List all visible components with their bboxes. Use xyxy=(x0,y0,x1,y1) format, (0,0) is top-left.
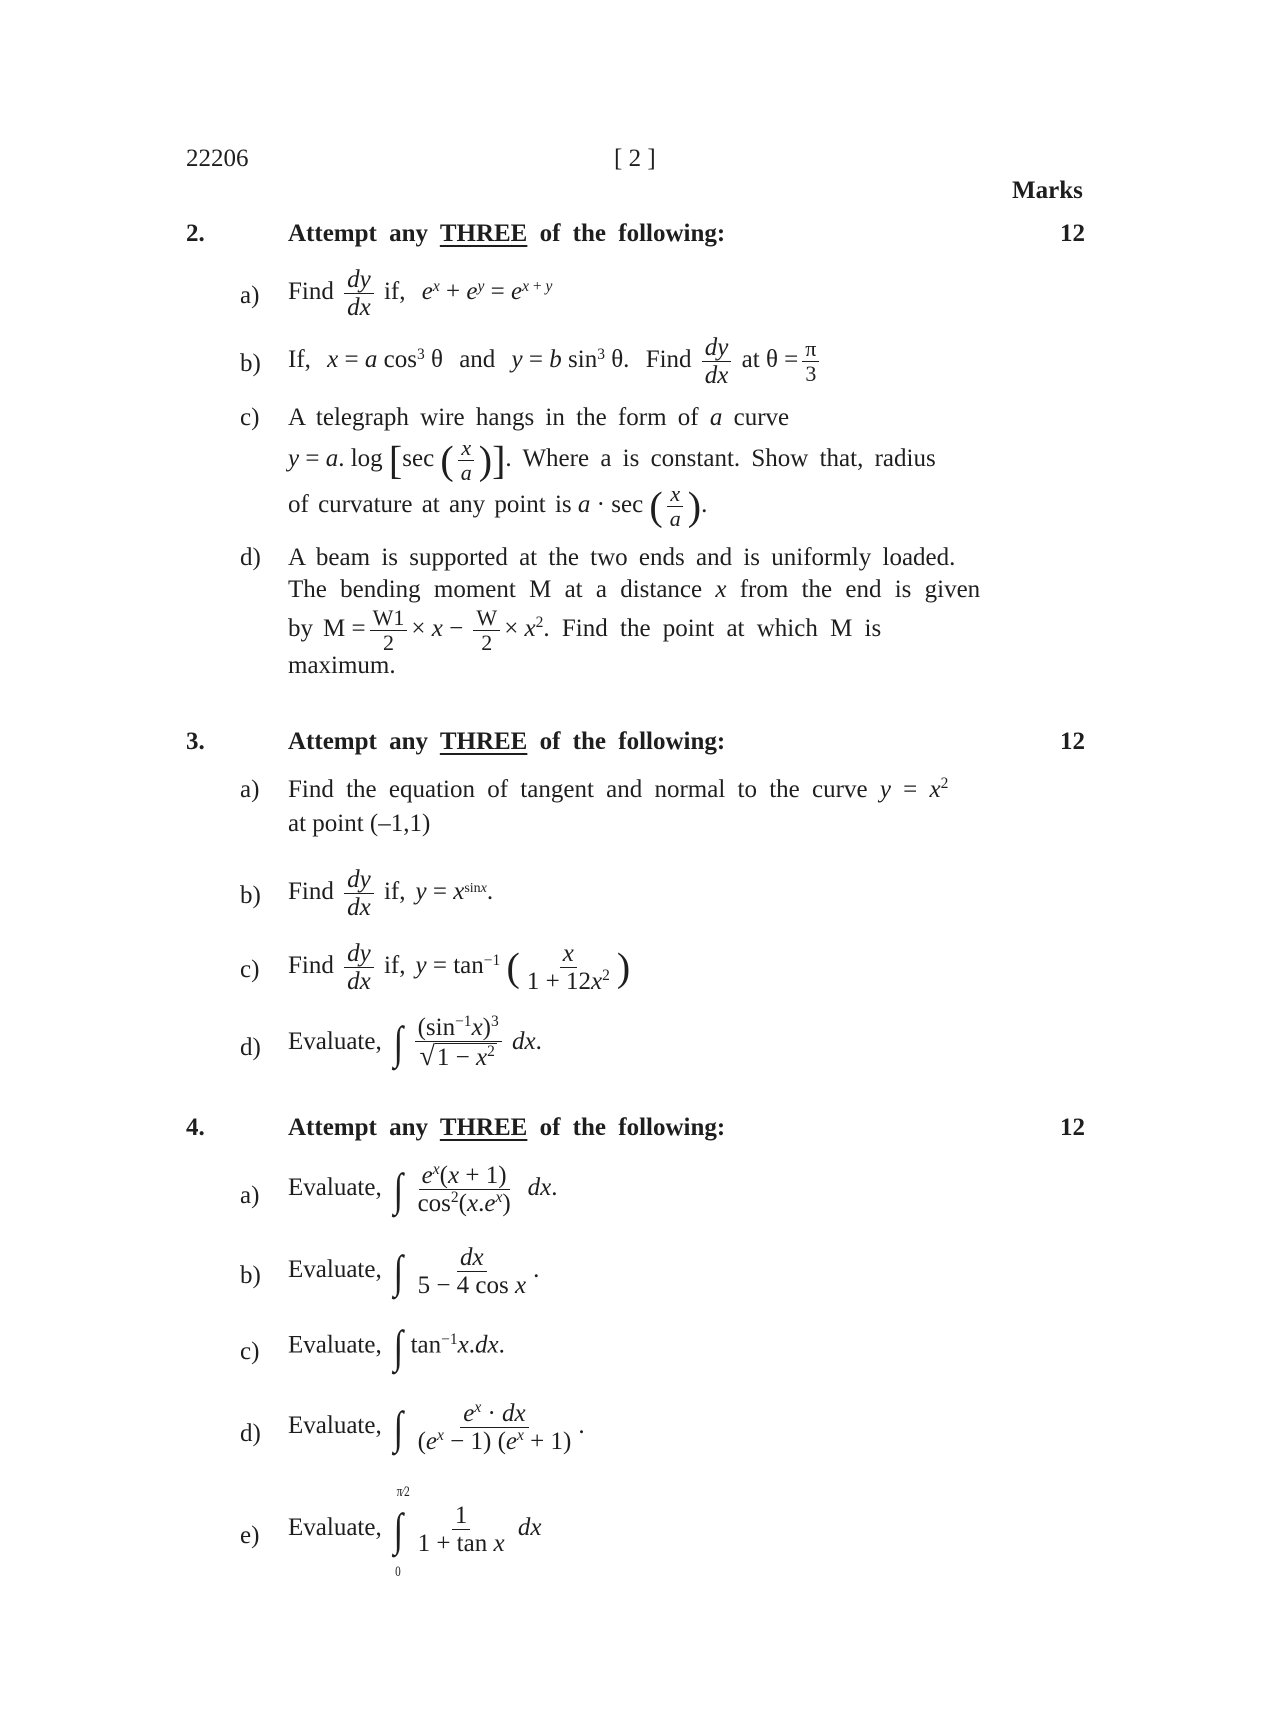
q2-instruction: Attempt any THREE of the following: xyxy=(288,220,726,247)
q4-marks: 12 xyxy=(1060,1114,1085,1141)
q2d-line4: maximum. xyxy=(288,652,396,679)
q3c-label: c) xyxy=(240,956,260,983)
q4e-label: e) xyxy=(240,1522,260,1549)
q2d-line1: A beam is supported at the two ends and is uniformly loaded. xyxy=(288,544,956,571)
q4c-label: c) xyxy=(240,1338,260,1365)
q3a-label: a) xyxy=(240,776,260,803)
q2b-label: b) xyxy=(240,350,261,377)
q2d-line2: The bending moment M at a distance x from the end is given xyxy=(288,576,981,603)
q3-number: 3. xyxy=(186,728,205,755)
q3-instruction: Attempt any THREE of the following: xyxy=(288,728,726,755)
q4b-label: b) xyxy=(240,1262,261,1289)
q2c-line1: A telegraph wire hangs in the form of a curve xyxy=(288,404,790,431)
definite-integral: ∫ π⁄2 0 xyxy=(393,1483,410,1580)
q3a-line1: Find the equation of tangent and normal to the curve $y = x^2$ xyxy=(288,775,949,803)
q4-number: 4. xyxy=(186,1114,205,1141)
q3a-line2: at point (–1,1) xyxy=(288,810,431,837)
q4b-text: Evaluate, ∫ $\frac{dx}{\text{5 − 4 cos x}}$ . xyxy=(288,1244,540,1299)
q3c-text: Find $\frac{dy}{dx}$ if, $y = \tan^{-1}$ ( $\frac{x}{1 + 12x^2}$ ) xyxy=(288,940,631,995)
paper-code: 22206 xyxy=(186,145,249,172)
marks-header: Marks xyxy=(1012,177,1083,204)
q3-marks: 12 xyxy=(1060,728,1085,755)
q2a-text: Find $\frac{dy}{dx}$ if, $e^x + e^y = e^{x + y}$ xyxy=(288,266,553,321)
q4e-text: Evaluate, ∫ π⁄2 0 $\frac{1}{\text{1 + tan x}}$ dx xyxy=(288,1483,542,1580)
q2d-line3: by M = $\frac{W1}{2}$ × x − $\frac{W}{2}$ × $x^2$. Find the point at which M is xyxy=(288,605,882,655)
q3d-label: d) xyxy=(240,1034,261,1061)
q2-number: 2. xyxy=(186,220,205,247)
q2b-text: If, x = a $\cos^3 \theta$ and y = b $\sin^3 \theta$. Find $\frac{dy}{dx}$ at θ = $\frac{\pi}{3}$ xyxy=(288,334,823,389)
q4d-text: Evaluate, ∫ $\frac{e^x \cdot dx}{(e^x - 1) (e^x + 1)}$ . xyxy=(288,1399,585,1455)
q4d-label: d) xyxy=(240,1420,261,1447)
q2c-line3: of curvature at any point is a · sec ( $\frac{x}{a}$ ). xyxy=(288,481,708,531)
q3d-text: Evaluate, ∫ $\frac{(\sin^{-1}x)^3}{√1 - x^2}$ dx. xyxy=(288,1013,542,1072)
q2-marks: 12 xyxy=(1060,220,1085,247)
q4-instruction: Attempt any THREE of the following: xyxy=(288,1114,726,1141)
q2c-line2: y = a. log [sec ( $\frac{x}{a}$ )]. Where a is constant. Show that, radius xyxy=(288,435,936,485)
page-number: [ 2 ] xyxy=(614,145,656,172)
q2c-label: c) xyxy=(240,404,260,431)
q4a-label: a) xyxy=(240,1182,260,1209)
q2a-label: a) xyxy=(240,282,260,309)
q3b-label: b) xyxy=(240,882,261,909)
q2d-label: d) xyxy=(240,544,261,571)
q3b-text: Find $\frac{dy}{dx}$ if, $y = x^{sinx}$. xyxy=(288,866,494,921)
q4a-text: Evaluate, ∫ $\frac{e^x(x + 1)}{\cos^2(x.e^x)}$ dx. xyxy=(288,1161,558,1217)
q4c-text: Evaluate, ∫ $\tan^{-1}x.dx$. xyxy=(288,1321,505,1372)
